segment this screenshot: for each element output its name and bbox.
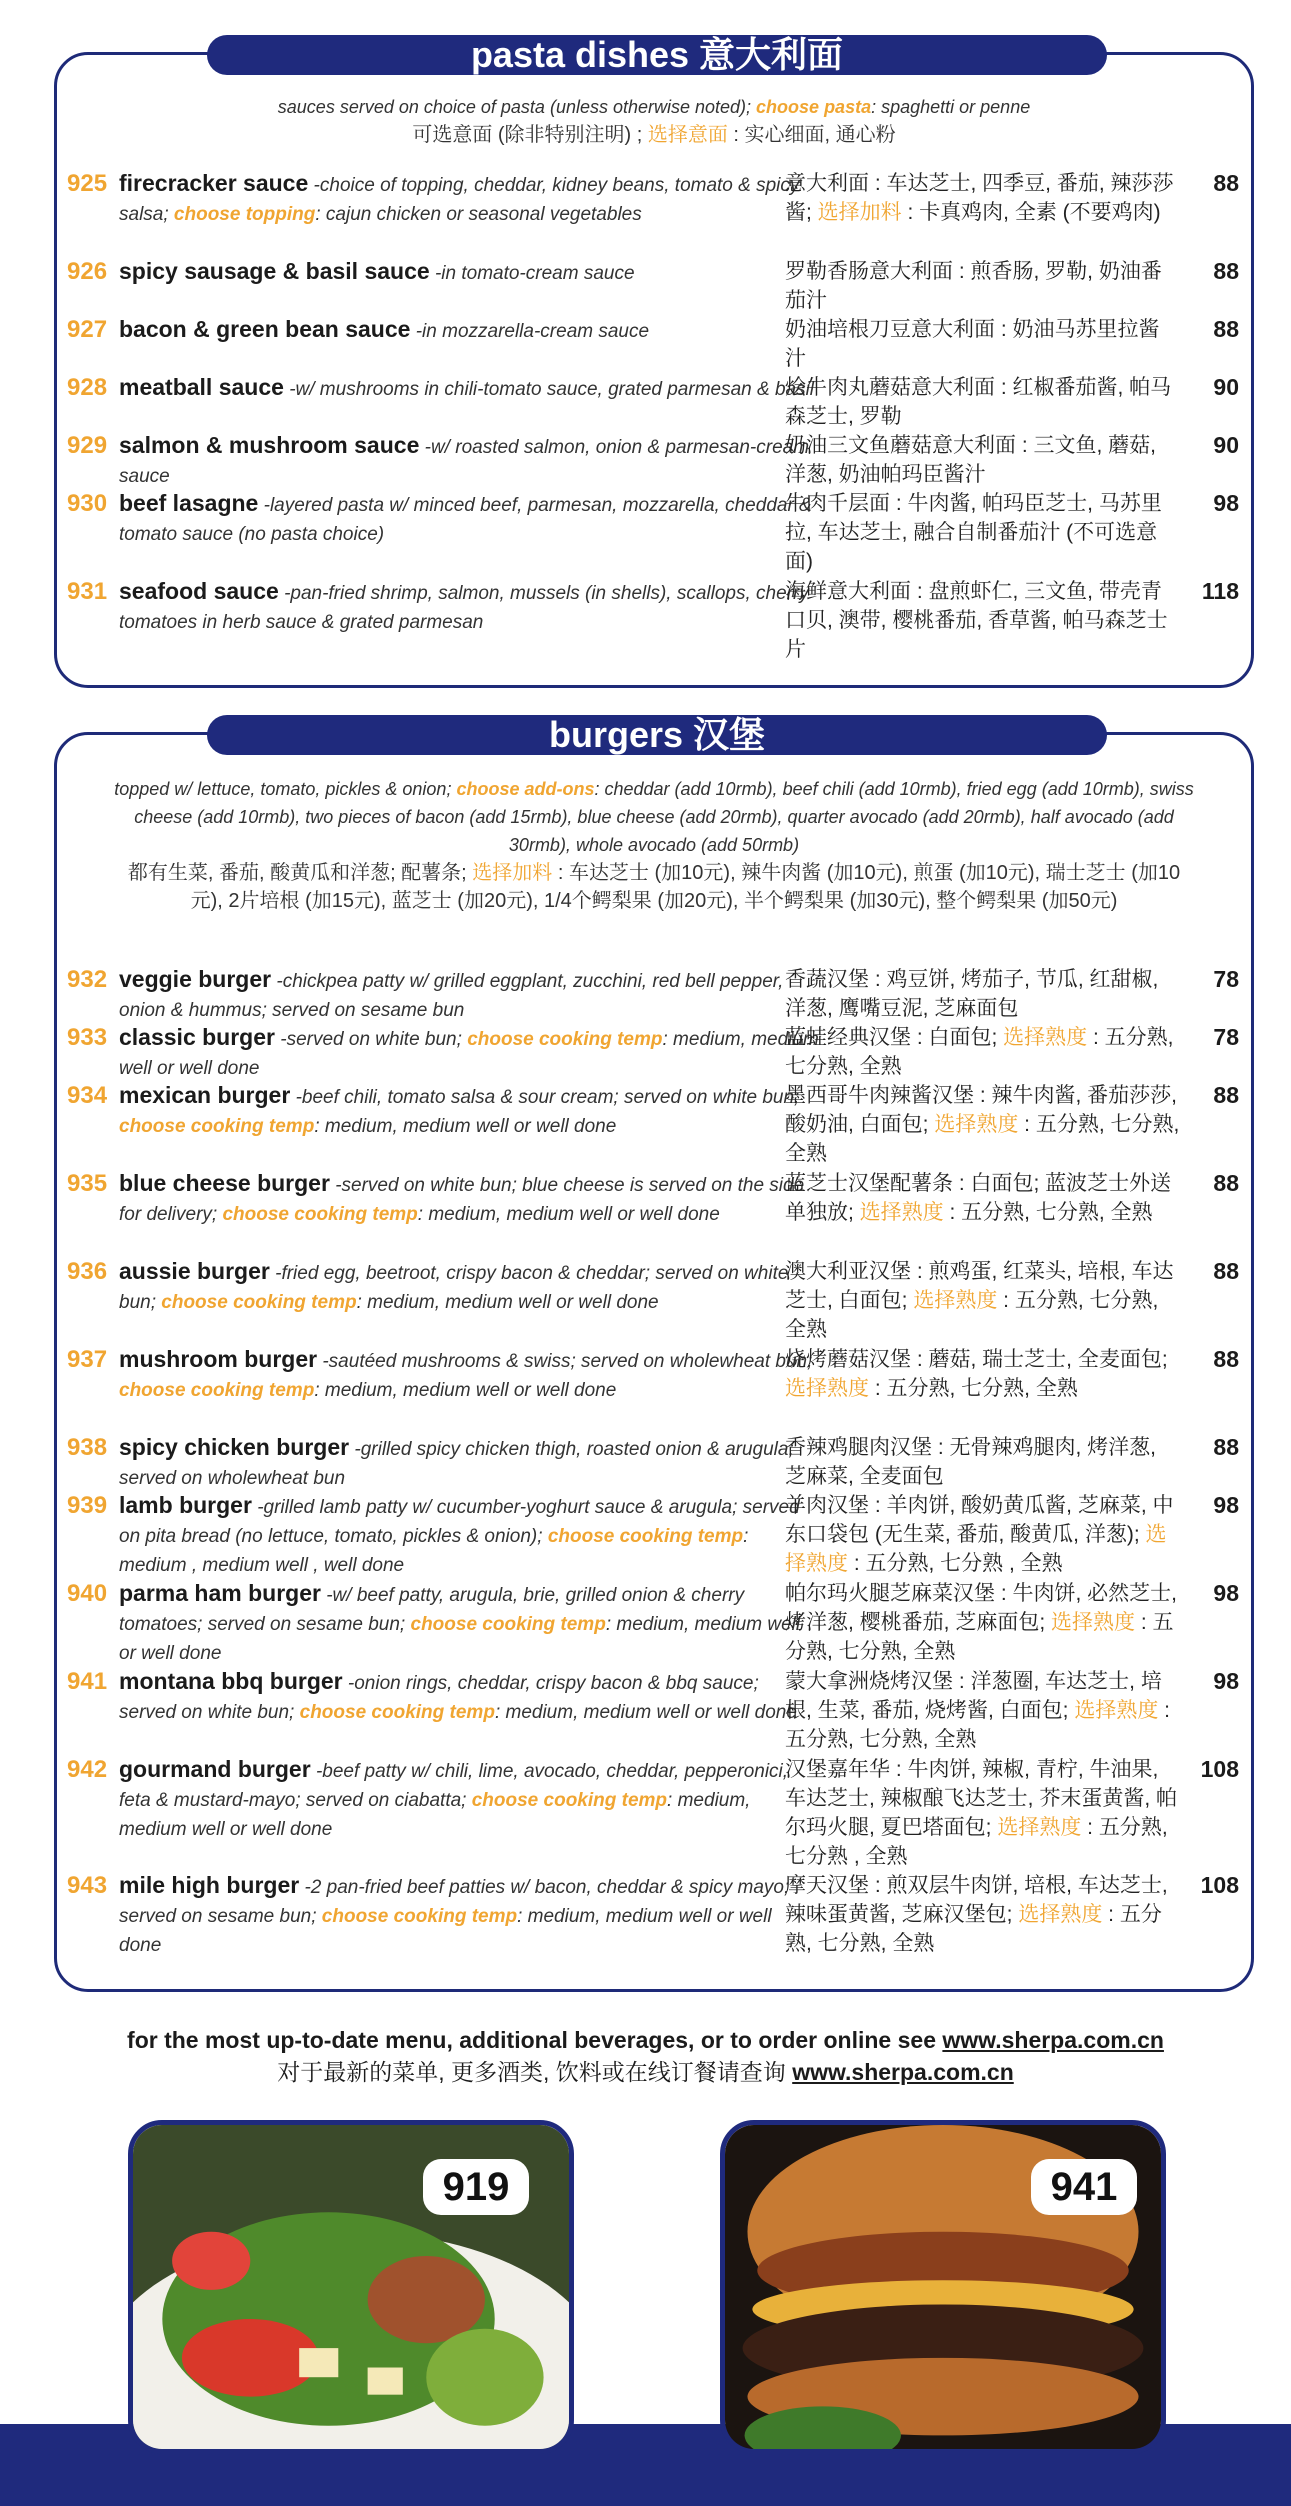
item-cn-rest: : 五分熟, 七分熟, 全熟	[943, 1201, 1153, 1224]
item-description-cn	[785, 315, 1180, 373]
item-desc-rest: : medium, medium well or well done	[314, 1116, 617, 1137]
item-number: 939	[67, 1492, 108, 1519]
item-number: 940	[67, 1580, 108, 1607]
footer	[0, 2024, 1291, 2088]
item-name: blue cheese burger	[119, 1170, 330, 1196]
item-desc-highlight: choose cooking temp	[547, 1526, 744, 1547]
item-desc: -served on white bun;	[274, 1029, 468, 1050]
item-name: mexican burger	[119, 1082, 291, 1108]
item-name: parma ham burger	[119, 1580, 321, 1606]
item-desc: -grilled lamb patty w/ cucumber-yoghurt sauce & arugula; served on pita bread (no lettuce, tomato, pickles & onion);	[119, 1497, 800, 1547]
pasta-intro-cn-hl: 选择意面	[647, 124, 728, 146]
item-cn-rest: : 五分熟, 七分熟, 全熟	[785, 1113, 1180, 1165]
item-description-en	[119, 169, 819, 229]
item-cn: 烩牛肉丸蘑菇意大利面 : 红椒番茄酱, 帕马森芝士, 罗勒	[785, 376, 1172, 428]
burgers-intro-cn-b: : 车达芝士 (加10元), 辣牛肉酱 (加10元), 煎蛋 (加10元), 瑞士芝士 (加10元), 2片培根 (加15元), 蓝芝士 (加20元), 1/4个鳄梨果 (加20元), 半个鳄梨果 (加30元), 整个鳄梨果 (加50元)	[190, 862, 1181, 912]
item-number: 932	[67, 966, 108, 993]
item-number: 938	[67, 1434, 108, 1461]
item-cn-highlight: 选择熟度	[785, 1523, 1167, 1575]
item-cn: 罗勒香肠意大利面 : 煎香肠, 罗勒, 奶油番茄汁	[785, 260, 1162, 312]
item-description-en	[119, 965, 819, 1025]
item-cn: 海鲜意大利面 : 盘煎虾仁, 三文鱼, 带壳青口贝, 澳带, 樱桃番茄, 香草酱, 帕马森芝士片	[785, 580, 1168, 661]
item-cn-highlight: 选择熟度	[1003, 1026, 1088, 1049]
item-desc-highlight: choose topping	[173, 204, 316, 225]
item-cn-highlight: 选择熟度	[934, 1113, 1019, 1136]
item-price: 88	[1213, 1082, 1239, 1108]
burgers-intro-en-hl: choose add-ons	[456, 779, 595, 799]
item-desc: -choice of topping, cheddar, kidney beans, tomato & spicy salsa;	[119, 175, 800, 225]
item-desc-rest: : medium, medium well or well done	[356, 1292, 659, 1313]
item-cn: 蓝蛙经典汉堡 : 白面包;	[785, 1026, 1004, 1049]
item-number: 926	[67, 258, 108, 285]
burgers-intro-en: topped w/ lettuce, tomato, pickles & onion;	[114, 779, 457, 799]
item-desc: -sautéed mushrooms & swiss; served on wholewheat bun;	[317, 1351, 813, 1372]
item-cn-highlight: 选择熟度	[1051, 1611, 1136, 1634]
item-description-en	[119, 1579, 819, 1668]
burgers-section	[54, 714, 1254, 1992]
burgers-title: burgers 汉堡	[207, 715, 1107, 755]
item-name: spicy sausage & basil sauce	[119, 258, 430, 284]
pasta-intro-cn: 可选意面 (除非特别注明) ;	[412, 124, 648, 146]
item-name: aussie burger	[119, 1258, 270, 1284]
item-cn: 摩天汉堡 : 煎双层牛肉饼, 培根, 车达芝士, 辣味蛋黄酱, 芝麻汉堡包;	[785, 1874, 1168, 1926]
item-description-en	[119, 1345, 819, 1405]
item-cn: 意大利面 : 车达芝士, 四季豆, 番茄, 辣莎莎酱;	[785, 172, 1174, 224]
item-name: veggie burger	[119, 966, 272, 992]
item-name: mile high burger	[119, 1872, 300, 1898]
item-description-en	[119, 489, 819, 549]
item-desc-highlight: choose cooking temp	[119, 1380, 315, 1401]
item-desc: -layered pasta w/ minced beef, parmesan, mozzarella, cheddar & tomato sauce (no pasta choice)	[119, 495, 812, 545]
item-cn: 蓝芝士汉堡配薯条 : 白面包; 蓝波芝士外送单独放;	[785, 1172, 1172, 1224]
burgers-intro-en-b: : cheddar (add 10rmb), beef chili (add 10rmb), fried egg (add 10rmb), swiss cheese (add 10rmb), two pieces of bacon (add 15rmb), blue cheese (add 20rmb), quarter avocado (add 20rmb), half avocado (add 30rmb), whole avocado (add 50rmb)	[134, 779, 1194, 855]
item-cn: 牛肉千层面 : 牛肉酱, 帕玛臣芝士, 马苏里拉, 车达芝士, 融合自制番茄汁 (不可选意面)	[785, 492, 1162, 573]
item-price: 108	[1200, 1872, 1239, 1898]
item-description-cn	[785, 257, 1180, 315]
burger-photo	[720, 2120, 1166, 2454]
item-name: classic burger	[119, 1024, 275, 1050]
item-cn-highlight: 选择熟度	[997, 1816, 1082, 1839]
item-name: lamb burger	[119, 1492, 252, 1518]
item-cn-rest: : 五分熟, 七分熟, 全熟	[785, 1611, 1174, 1663]
item-number: 942	[67, 1756, 108, 1783]
item-desc-rest: : medium, medium well or well done	[314, 1380, 617, 1401]
item-name: montana bbq burger	[119, 1668, 343, 1694]
item-number: 934	[67, 1082, 108, 1109]
item-desc-rest: : medium, medium well or well done	[119, 1906, 772, 1956]
item-desc: -chickpea patty w/ grilled eggplant, zucchini, red bell pepper, onion & hummus; served on sesame bun	[119, 971, 784, 1021]
item-cn: 羊肉汉堡 : 羊肉饼, 酸奶黄瓜酱, 芝麻菜, 中东口袋包 (无生菜, 番茄, 酸黄瓜, 洋葱);	[785, 1494, 1174, 1546]
item-description-cn	[785, 169, 1180, 227]
item-price: 88	[1213, 316, 1239, 342]
footer-link-en[interactable]: www.sherpa.com.cn	[942, 2027, 1164, 2053]
item-cn-highlight: 选择熟度	[859, 1201, 944, 1224]
footer-text-cn: 对于最新的菜单, 更多酒类, 饮料或在线订餐请查询	[277, 2059, 793, 2085]
item-desc-rest: : cajun chicken or seasonal vegetables	[315, 204, 642, 225]
item-number: 930	[67, 490, 108, 517]
item-price: 98	[1213, 1580, 1239, 1606]
item-name: mushroom burger	[119, 1346, 318, 1372]
item-description-cn	[785, 1081, 1180, 1168]
item-cn: 香辣鸡腿肉汉堡 : 无骨辣鸡腿肉, 烤洋葱, 芝麻菜, 全麦面包	[785, 1436, 1157, 1488]
item-cn: 香蔬汉堡 : 鸡豆饼, 烤茄子, 节瓜, 红甜椒, 洋葱, 鹰嘴豆泥, 芝麻面包	[785, 968, 1159, 1020]
item-desc-highlight: choose cooking temp	[471, 1790, 668, 1811]
item-desc-rest: : medium, medium well or well done	[119, 1029, 819, 1079]
item-description-cn	[785, 1023, 1180, 1081]
item-name: gourmand burger	[119, 1756, 311, 1782]
pasta-intro-en-hl: choose pasta	[756, 97, 872, 117]
pasta-section	[54, 34, 1254, 688]
item-cn: 帕尔玛火腿芝麻菜汉堡 : 牛肉饼, 必然芝士, 烤洋葱, 樱桃番茄, 芝麻面包;	[785, 1582, 1178, 1634]
item-description-cn	[785, 431, 1180, 489]
item-desc: -pan-fried shrimp, salmon, mussels (in shells), scallops, cherry tomatoes in herb sauce & grated parmesan	[119, 583, 809, 633]
footer-line-en	[0, 2024, 1291, 2056]
item-description-en	[119, 1169, 819, 1229]
item-desc: -w/ beef patty, arugula, brie, grilled onion & cherry tomatoes; served on sesame bun;	[119, 1585, 745, 1635]
item-description-cn	[785, 1433, 1180, 1491]
burgers-intro-cn-hl: 选择加料	[472, 862, 553, 884]
item-description-cn	[785, 1491, 1180, 1578]
item-cn: 墨西哥牛肉辣酱汉堡 : 辣牛肉酱, 番茄莎莎, 酸奶油, 白面包;	[785, 1084, 1178, 1136]
item-number: 928	[67, 374, 108, 401]
item-description-en	[119, 1667, 819, 1727]
item-description-cn	[785, 1667, 1180, 1754]
item-name: beef lasagne	[119, 490, 259, 516]
item-cn-highlight: 选择熟度	[913, 1289, 998, 1312]
item-price: 88	[1213, 1434, 1239, 1460]
item-description-en	[119, 1257, 819, 1317]
item-price: 90	[1213, 374, 1239, 400]
footer-text-en: for the most up-to-date menu, additional beverages, or to order online see	[127, 2027, 943, 2053]
footer-line-cn	[0, 2056, 1291, 2088]
item-price: 88	[1213, 170, 1239, 196]
item-price: 90	[1213, 432, 1239, 458]
item-price: 88	[1213, 258, 1239, 284]
item-cn-rest: : 五分熟, 七分熟 , 全熟	[785, 1816, 1168, 1868]
item-desc: -in mozzarella-cream sauce	[410, 321, 650, 342]
item-desc-highlight: choose cooking temp	[467, 1029, 663, 1050]
item-description-cn	[785, 1345, 1180, 1403]
item-name: bacon & green bean sauce	[119, 316, 411, 342]
item-desc: -onion rings, cheddar, crispy bacon & bbq sauce; served on white bun;	[119, 1673, 759, 1723]
item-description-cn	[785, 577, 1180, 664]
item-cn-highlight: 选择加料	[817, 201, 902, 224]
item-cn: 奶油三文鱼蘑菇意大利面 : 三文鱼, 蘑菇, 洋葱, 奶油帕玛臣酱汁	[785, 434, 1157, 486]
item-description-cn	[785, 373, 1180, 431]
item-desc-highlight: choose cooking temp	[321, 1906, 518, 1927]
item-description-cn	[785, 1755, 1180, 1871]
item-description-cn	[785, 1871, 1180, 1958]
item-cn: 澳大利亚汉堡 : 煎鸡蛋, 红菜头, 培根, 车达芝士, 白面包;	[785, 1260, 1174, 1312]
item-description-en	[119, 1755, 819, 1844]
item-desc: -grilled spicy chicken thigh, roasted onion & arugula; served on wholewheat bun	[119, 1439, 794, 1489]
item-cn-rest: : 五分熟, 七分熟, 全熟	[869, 1377, 1078, 1400]
item-description-en	[119, 1871, 819, 1960]
salad-photo-badge: 919	[423, 2159, 529, 2215]
item-number: 936	[67, 1258, 108, 1285]
item-desc-highlight: choose cooking temp	[119, 1116, 315, 1137]
item-description-en	[119, 1081, 819, 1141]
item-desc-rest: : medium , medium well , well done	[119, 1526, 749, 1576]
item-name: salmon & mushroom sauce	[119, 432, 420, 458]
item-cn-rest: : 卡真鸡肉, 全素 (不要鸡肉)	[901, 201, 1161, 224]
item-cn-highlight: 选择熟度	[785, 1377, 869, 1400]
item-description-cn	[785, 1169, 1180, 1227]
item-cn-rest: : 五分熟, 七分熟, 全熟	[785, 1289, 1159, 1341]
item-cn-highlight: 选择熟度	[1018, 1903, 1103, 1926]
item-desc: -beef patty w/ chili, lime, avocado, cheddar, pepperonici, feta & mustard-mayo; served on ciabatta;	[119, 1761, 789, 1811]
item-cn: 汉堡嘉年华 : 牛肉饼, 辣椒, 青柠, 牛油果, 车达芝士, 辣椒酿飞达芝士, 芥末蛋黄酱, 帕尔玛火腿, 夏巴塔面包;	[785, 1758, 1178, 1839]
burgers-intro	[57, 775, 1251, 915]
item-number: 937	[67, 1346, 108, 1373]
item-desc: -fried egg, beetroot, crispy bacon & cheddar; served on white bun;	[119, 1263, 789, 1313]
pasta-intro	[57, 93, 1251, 149]
item-desc: -served on white bun; blue cheese is served on the side for delivery;	[119, 1175, 805, 1225]
item-description-en	[119, 1433, 819, 1493]
item-desc-highlight: choose cooking temp	[299, 1702, 495, 1723]
item-description-en	[119, 1023, 819, 1083]
item-desc-highlight: choose cooking temp	[222, 1204, 418, 1225]
item-description-en	[119, 577, 819, 637]
item-price: 88	[1213, 1346, 1239, 1372]
item-price: 108	[1200, 1756, 1239, 1782]
footer-link-cn[interactable]: www.sherpa.com.cn	[792, 2059, 1014, 2085]
item-desc: -2 pan-fried beef patties w/ bacon, cheddar & spicy mayo; served on sesame bun;	[119, 1877, 790, 1927]
item-name: meatball sauce	[119, 374, 284, 400]
burger-photo-badge: 941	[1031, 2159, 1137, 2215]
item-number: 925	[67, 170, 108, 197]
item-description-en	[119, 315, 819, 346]
item-description-cn	[785, 1257, 1180, 1344]
item-price: 78	[1213, 966, 1239, 992]
item-description-cn	[785, 1579, 1180, 1666]
item-cn-rest: : 五分熟, 七分熟, 全熟	[785, 1026, 1174, 1078]
pasta-intro-cn-b: : 实心细面, 通心粉	[727, 124, 896, 146]
item-name: spicy chicken burger	[119, 1434, 350, 1460]
pasta-title: pasta dishes 意大利面	[207, 35, 1107, 75]
item-desc: -w/ roasted salmon, onion & parmesan-cream sauce	[119, 437, 810, 487]
item-price: 78	[1213, 1024, 1239, 1050]
item-desc-rest: : medium, medium well or well done	[119, 1614, 801, 1664]
item-desc-rest: : medium, medium well or well done	[119, 1790, 751, 1840]
item-description-en	[119, 431, 819, 491]
item-desc-rest: : medium, medium well or well done	[417, 1204, 720, 1225]
item-description-en	[119, 373, 819, 404]
item-price: 118	[1201, 578, 1239, 604]
item-price: 88	[1213, 1258, 1239, 1284]
item-description-en	[119, 257, 819, 288]
item-price: 98	[1213, 1668, 1239, 1694]
item-number: 943	[67, 1872, 108, 1899]
item-name: firecracker sauce	[119, 170, 309, 196]
item-number: 935	[67, 1170, 108, 1197]
item-desc: -w/ mushrooms in chili-tomato sauce, grated parmesan & basil	[283, 379, 815, 400]
item-desc-highlight: choose cooking temp	[410, 1614, 606, 1635]
item-price: 88	[1213, 1170, 1239, 1196]
item-number: 927	[67, 316, 108, 343]
item-cn: 烧烤蘑菇汉堡 : 蘑菇, 瑞士芝士, 全麦面包;	[785, 1348, 1168, 1371]
item-description-cn	[785, 489, 1180, 576]
item-cn: 奶油培根刀豆意大利面 : 奶油马苏里拉酱汁	[785, 318, 1160, 370]
item-cn-rest: : 五分熟, 七分熟, 全熟	[785, 1699, 1171, 1751]
item-description-en	[119, 1491, 819, 1580]
item-number: 933	[67, 1024, 108, 1051]
item-cn-rest: : 五分熟, 七分熟 , 全熟	[848, 1552, 1063, 1575]
item-description-cn	[785, 965, 1180, 1023]
item-number: 929	[67, 432, 108, 459]
item-price: 98	[1213, 1492, 1239, 1518]
pasta-intro-en: sauces served on choice of pasta (unless otherwise noted);	[277, 97, 757, 117]
item-desc-rest: : medium, medium well or well done	[494, 1702, 797, 1723]
item-name: seafood sauce	[119, 578, 279, 604]
burgers-intro-cn: 都有生菜, 番茄, 酸黄瓜和洋葱; 配薯条;	[127, 862, 473, 884]
item-desc: -in tomato-cream sauce	[429, 263, 635, 284]
item-number: 941	[67, 1668, 108, 1695]
salad-photo	[128, 2120, 574, 2454]
item-price: 98	[1213, 490, 1239, 516]
item-desc: -beef chili, tomato salsa & sour cream; served on white bun;	[290, 1087, 800, 1108]
item-number: 931	[67, 578, 108, 605]
item-desc-highlight: choose cooking temp	[161, 1292, 357, 1313]
item-cn-rest: : 五分熟, 七分熟, 全熟	[785, 1903, 1162, 1955]
item-cn: 蒙大拿洲烧烤汉堡 : 洋葱圈, 车达芝士, 培根, 生菜, 番茄, 烧烤酱, 白面包;	[785, 1670, 1162, 1722]
pasta-intro-en-b: : spaghetti or penne	[871, 97, 1031, 117]
item-cn-highlight: 选择熟度	[1074, 1699, 1159, 1722]
